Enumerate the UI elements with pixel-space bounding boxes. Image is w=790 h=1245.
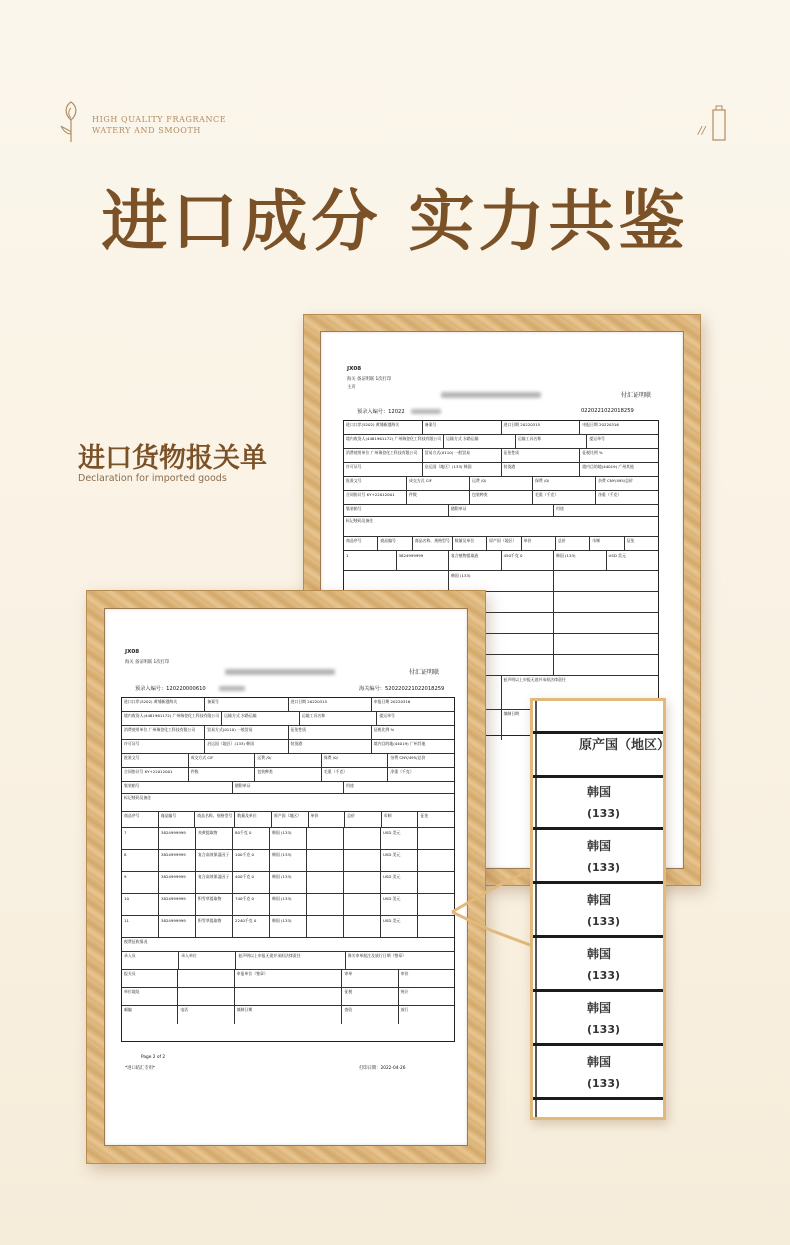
cell: 运输方式 水路运输 — [222, 712, 300, 725]
cell: USD 美元 — [381, 828, 418, 849]
cell: 单位地址 — [122, 988, 178, 1005]
zoom-code: (133) — [587, 1077, 621, 1090]
doc-print-note: *进口结汇专用* — [125, 1066, 156, 1071]
cell: 标记唛码及备注 — [124, 795, 152, 800]
cell: 总价 — [556, 537, 590, 550]
zoom-rule — [533, 935, 663, 938]
cell: 消费使用单位 广州瑞登化工科技有限公司 — [344, 449, 423, 462]
cell: 填制日期 — [503, 711, 520, 716]
bottle-icon — [698, 102, 732, 144]
table-row — [122, 828, 454, 850]
cell: 3824999999 — [159, 850, 196, 871]
cell: 海关审单批注及放行日期（签章） — [347, 953, 407, 958]
zoom-rule — [533, 731, 663, 734]
doc-page-number: Page 2 of 2 — [141, 1055, 166, 1060]
cell: 商品序号 — [344, 537, 378, 550]
cell: 境内收货人(4481961172) 广州瑞登化工科技有限公司 — [344, 435, 444, 448]
cell — [418, 828, 454, 849]
cell: 3824999999 — [159, 872, 196, 893]
cell: 批准文号 — [344, 477, 407, 490]
cell: 装货港 — [502, 463, 581, 476]
cell: 申报单位（签章） — [235, 970, 343, 987]
cell: 运输工具名称 — [300, 712, 378, 725]
cell: 电话 — [178, 1006, 234, 1024]
doc-ref-right: 海关编号：520220221022018259 — [359, 686, 445, 692]
cell: 10 — [122, 894, 159, 915]
cell: 包装种类 — [470, 491, 533, 504]
cell: 数量及单位 — [453, 537, 487, 550]
cell: 提运单号 — [589, 436, 605, 441]
cell: 韩国 (133) — [554, 551, 607, 570]
cell: 集装箱号 — [344, 505, 449, 516]
cell: 740千克 0 — [233, 894, 270, 915]
cell: 3824999999 — [159, 916, 196, 937]
zoom-country: 韩国 — [587, 785, 612, 799]
doc-small-note: 海关 备证明联 1次打印 — [125, 660, 170, 665]
cell: 运输工具名称 — [516, 435, 588, 448]
doc-ref-left: 预录入编号：12022 — [357, 409, 405, 415]
cell: 申报日期 20220316 — [373, 699, 411, 704]
zoom-cell — [587, 891, 620, 928]
cell: 运费 /0/ — [470, 477, 533, 490]
cell: 件数 — [189, 768, 256, 781]
cell: 启运国（地区）(133) 韩国 — [423, 463, 502, 476]
cell: 9 — [122, 872, 159, 893]
cell: 境内目的地(44019) 广州其他 — [582, 464, 634, 469]
cell: 400千克 0 — [233, 872, 270, 893]
blurred-ref — [219, 686, 245, 691]
cell: 积雪草提取物 — [196, 916, 233, 937]
cell: 合同协议号 KY+22012001 — [344, 491, 407, 504]
cell: 8 — [122, 850, 159, 871]
zoom-code: (133) — [587, 915, 621, 928]
cell — [178, 970, 234, 987]
cell: 韩国 (133) — [270, 850, 307, 871]
cell: 运费 /0/ — [255, 754, 322, 767]
cell — [344, 850, 381, 871]
cell: 单价 — [309, 812, 346, 827]
cell: 许可证号 — [122, 740, 205, 753]
cell: 商品名称、规格型号 — [413, 537, 453, 550]
zoom-rule — [533, 827, 663, 830]
cell: 境内收货人(4481961172) 广州瑞登化工科技有限公司 — [122, 712, 222, 725]
cell: 标记唛码及备注 — [346, 518, 374, 523]
cell — [344, 894, 381, 915]
cell: 保费 /0/ — [533, 477, 596, 490]
cell: 成交方式 CIF — [407, 477, 470, 490]
cell — [418, 850, 454, 871]
cell: 复合植物提取液 — [449, 551, 502, 570]
cell — [307, 828, 344, 849]
doc-print-date: 打印日期：2022-04-26 — [359, 1066, 406, 1071]
doc-ref-left: 预录入编号：120220000610 — [135, 686, 206, 692]
cell — [307, 916, 344, 937]
zoom-rule — [533, 881, 663, 884]
zoom-cell — [587, 1053, 620, 1090]
cell: 运输方式 水路运输 — [444, 435, 516, 448]
cell: 征免 — [420, 813, 429, 818]
cell: 进口口岸(5202) 黄埔新港海关 — [344, 421, 423, 434]
cell: 积雪草提取物 — [196, 894, 233, 915]
cell: 审价 — [400, 971, 409, 976]
cell: 数量及单位 — [235, 812, 272, 827]
cell: 许可证号 — [344, 463, 423, 476]
zoom-country: 韩国 — [587, 893, 612, 907]
cell: 统计 — [400, 989, 409, 994]
cell: USD 美元 — [608, 553, 626, 558]
cell — [307, 894, 344, 915]
doc-code: JX08 — [125, 649, 140, 655]
zoom-country: 韩国 — [587, 1001, 612, 1015]
cell: USD 美元 — [381, 894, 418, 915]
cell: 1 — [344, 551, 397, 570]
zoom-rule — [533, 1097, 663, 1100]
cell: 成交方式 CIF — [189, 754, 256, 767]
cell: 备案号 — [423, 421, 502, 434]
cell: 毛重（千克） — [533, 491, 596, 504]
cell: 征税比例 % — [373, 727, 395, 732]
zoom-cell — [587, 837, 620, 874]
brand-line-2: WATERY AND SMOOTH — [92, 126, 201, 135]
zoom-panel — [530, 698, 671, 1120]
cell: 集装箱号 — [122, 782, 233, 793]
cell: 消费使用单位 广州瑞登化工科技有限公司 — [122, 726, 205, 739]
cell: 贸易方式(0110) 一般贸易 — [423, 449, 502, 462]
brand-mark: // — [698, 124, 706, 137]
cell: 填制日期 — [235, 1006, 343, 1024]
cell: 审单 — [342, 970, 398, 987]
cell: 100千克 0 — [233, 850, 270, 871]
cell — [307, 850, 344, 871]
cell: 装货港 — [289, 740, 372, 753]
cell: 单价 — [522, 537, 556, 550]
cell: 合同协议号 KY+22012001 — [122, 768, 189, 781]
cell: USD 美元 — [381, 850, 418, 871]
cell: 韩国 (133) — [270, 828, 307, 849]
table-row — [122, 894, 454, 916]
cell: 原产国（地区） — [487, 537, 521, 550]
brand-block — [58, 98, 228, 144]
table-row — [122, 850, 454, 872]
zoom-country: 韩国 — [587, 1055, 612, 1069]
cell: 进口日期 20220315 — [502, 421, 581, 434]
cell: 征免性质 — [289, 726, 372, 739]
cell: 提运单号 — [379, 713, 395, 718]
cell: 复合高效保湿因子 — [196, 872, 233, 893]
cell: 备案号 — [205, 698, 288, 711]
zoom-code: (133) — [587, 1023, 621, 1036]
cell: 商品编号 — [378, 537, 412, 550]
table-row — [122, 872, 454, 894]
front-document-paper — [104, 608, 468, 1146]
doc-small-note: 海关 备证明联 1次打印 — [347, 377, 392, 382]
cell: 2240千克 0 — [233, 916, 270, 937]
cell — [344, 916, 381, 937]
cell: 复合高效保湿因子 — [196, 850, 233, 871]
cell: 麦黄提取物 — [196, 828, 233, 849]
zoom-code: (133) — [587, 861, 621, 874]
cell: 净重（千克） — [598, 492, 622, 497]
zoom-rule — [533, 1043, 663, 1046]
cell — [344, 828, 381, 849]
zoom-cell — [587, 999, 620, 1036]
cell: 450千克 0 — [502, 551, 555, 570]
zoom-code: (133) — [587, 807, 621, 820]
cell: 商品序号 — [122, 812, 159, 827]
cell: 邮编 — [122, 1006, 178, 1024]
zoom-header: 原产国（地区） — [579, 738, 671, 753]
blurred-title — [441, 392, 541, 398]
cell: 放行 — [400, 1007, 409, 1012]
cell: 兹声明以上申报无讹并承担法律责任 — [503, 677, 566, 682]
cell: USD 美元 — [381, 916, 418, 937]
cell: 境内目的地(44019) 广州其他 — [373, 741, 426, 746]
cell: 随附单证 — [449, 505, 554, 516]
cell: 80千克 0 — [233, 828, 270, 849]
front-doc-table — [121, 697, 455, 1042]
cell: 兹声明以上申报无讹并承担法律责任 — [236, 952, 345, 969]
zoom-rule — [533, 989, 663, 992]
cell — [344, 872, 381, 893]
cell: 3824999999 — [397, 551, 450, 570]
cell: 征税 — [342, 988, 398, 1005]
doc-code: JX08 — [347, 366, 362, 372]
tulip-icon — [58, 98, 84, 144]
cell: 净重（千克） — [390, 769, 414, 774]
cell: 随附单证 — [233, 782, 344, 793]
cell: 进口口岸(5202) 黄埔新港海关 — [122, 698, 205, 711]
cell: 用途 — [556, 506, 564, 511]
cell: 保费 /0/ — [322, 754, 389, 767]
cell: 币制 — [590, 537, 624, 550]
zoom-border — [535, 701, 537, 1117]
cell: 韩国 (133) — [270, 894, 307, 915]
cell: 杂费 CNY/495/总价 — [598, 478, 633, 483]
cell: 11 — [122, 916, 159, 937]
cell: 征税比例 % — [582, 450, 603, 455]
zoom-code: (133) — [587, 969, 621, 982]
brand-line-1: HIGH QUALITY FRAGRANCE — [92, 115, 227, 124]
cell: 录入单位 — [179, 952, 236, 969]
blurred-ref — [411, 409, 441, 414]
table-row — [122, 916, 454, 938]
section-subtitle: Declaration for imported goods — [78, 473, 227, 484]
cell — [235, 988, 343, 1005]
cell: 包装种类 — [255, 768, 322, 781]
cell: 3824999999 — [159, 828, 196, 849]
cell: 报关员 — [122, 970, 178, 987]
section-title: 进口货物报关单 — [78, 443, 267, 474]
zoom-country: 韩国 — [587, 947, 612, 961]
zoom-cell — [587, 945, 620, 982]
cell: 杂费 CNY/495/总价 — [390, 755, 426, 760]
cell: 批准文号 — [122, 754, 189, 767]
doc-copy-label: 付汇证明联 — [409, 669, 440, 676]
cell: 申报日期 20220316 — [582, 422, 619, 427]
page-headline: 进口成分 实力共鉴 — [101, 182, 689, 260]
cell: 韩国 (133) — [270, 916, 307, 937]
cell: 韩国 (133) — [449, 571, 554, 591]
cell — [178, 988, 234, 1005]
cell: 商品编号 — [159, 812, 196, 827]
cell: 税费征收情况 — [124, 939, 148, 944]
cell: 总价 — [345, 812, 382, 827]
front-document-frame — [86, 590, 486, 1164]
zoom-country: 韩国 — [587, 839, 612, 853]
doc-copy-label: 付汇证明联 — [621, 392, 652, 399]
zoom-cell — [587, 783, 620, 820]
cell: 原产国（地区） — [272, 812, 309, 827]
cell: USD 美元 — [381, 872, 418, 893]
cell — [307, 872, 344, 893]
cell: 贸易方式(0110) 一般贸易 — [205, 726, 288, 739]
cell: 币制 — [382, 812, 419, 827]
doc-ref-right: 0220221022018259 — [581, 408, 634, 414]
cell — [418, 916, 454, 937]
doc-page-label: 主页 — [347, 385, 356, 390]
cell: 录入员 — [122, 952, 179, 969]
cell: 毛重（千克） — [322, 768, 389, 781]
cell: 查验 — [342, 1006, 398, 1024]
cell: 启运国（地区）(133) 韩国 — [205, 740, 288, 753]
cell: 商品名称、规格型号 — [195, 812, 235, 827]
cell: 7 — [122, 828, 159, 849]
cell: 3824999999 — [159, 894, 196, 915]
cell: 用途 — [346, 783, 354, 788]
cell: 进口日期 20220315 — [289, 698, 372, 711]
zoom-rule — [533, 775, 663, 778]
cell: 韩国 (133) — [270, 872, 307, 893]
cell — [418, 872, 454, 893]
cell: 征免 — [626, 538, 635, 543]
cell: 征免性质 — [502, 449, 581, 462]
blurred-title — [225, 669, 335, 675]
cell: 件数 — [407, 491, 470, 504]
cell — [418, 894, 454, 915]
